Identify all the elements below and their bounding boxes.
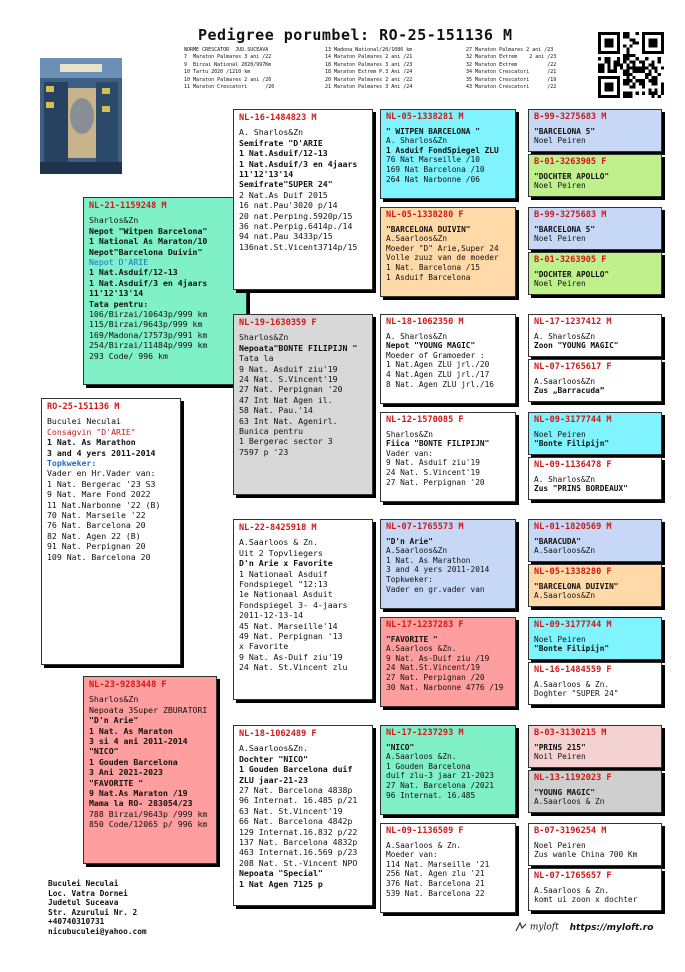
pedigree-line: D'n Arie x Favorite xyxy=(239,558,333,569)
ring-number: NL-13-1192023 F xyxy=(534,773,612,783)
pedigree-line: 169 Nat Barcelona /10 xyxy=(386,164,485,174)
ring-number: B-01-3263905 F xyxy=(534,255,607,265)
pedigree-line: "D'n Arie" xyxy=(386,536,433,546)
pedigree-line: Semifrate "D'ARIE xyxy=(239,137,323,148)
myloft-logo-icon xyxy=(515,921,527,933)
pedigree-line: Volle zuuz van de moeder xyxy=(386,253,499,263)
pedigree-line: Noel Peiren xyxy=(534,279,586,289)
ring-number: NL-21-1159248 M xyxy=(89,201,167,211)
ring-number: NL-19-1630359 F xyxy=(239,318,317,328)
pedigree-line: 1 Nat.Asduif/3 en 4jaars xyxy=(89,277,208,288)
pedigree-card-main xyxy=(41,398,181,665)
ring-number: NL-05-1338280 F xyxy=(386,210,464,220)
pedigree-line: Moeder of Gramoeder : xyxy=(386,350,485,360)
pedigree-line: Vader van: xyxy=(386,448,433,458)
pedigree-line: komt ui zoon x dochter xyxy=(534,895,638,905)
results-line: 18 Maraton Palmares 3 ani /23 xyxy=(325,61,413,68)
pedigree-card-mother xyxy=(83,676,217,864)
pedigree-line: " WITPEN BARCELONA " xyxy=(386,126,480,136)
pedigree-line: Nepot"Barcelona Duivin" xyxy=(89,246,203,257)
pedigree-line: 7597 p '23 xyxy=(239,446,289,457)
pedigree-line: "DOCHTER APOLLO" xyxy=(534,171,610,181)
pedigree-line: 256 Nat. Agen zlu '21 xyxy=(386,869,485,879)
pedigree-line: A.Saarloos&Zn xyxy=(386,546,448,556)
pedigree-line: "FAVORITE " xyxy=(386,634,438,644)
pedigree-line: 9 Nat. As-Duif ziu /19 xyxy=(386,653,490,663)
pedigree-line: Buculei Neculai xyxy=(47,416,121,427)
pedigree-card-mf xyxy=(233,519,373,700)
pedigree-line: 63 Nat. St.Vincent'19 xyxy=(239,805,343,816)
pedigree-card-ff xyxy=(233,109,373,290)
pedigree-line: Mama la RO- 283054/23 xyxy=(89,798,193,809)
pedigree-card-mfm xyxy=(380,617,516,707)
results-line: 32 Maraton Extrem /22 xyxy=(466,61,557,68)
pedigree-line: 24 Nat. St.Vincent zlu xyxy=(239,662,348,673)
pedigree-line: 9 Nat. Mare Fond 2022 xyxy=(47,489,151,500)
pedigree-line: Semifrate"SUPER 24" xyxy=(239,179,333,190)
pedigree-line: Zus "PRINS BORDEAUX" xyxy=(534,484,628,494)
pedigree-line: 3 Ani 2021-2023 xyxy=(89,767,163,778)
pedigree-line: 4 Nat.Agen ZLU jrl./17 xyxy=(386,369,490,379)
pedigree-line: Noel Peiren xyxy=(534,181,586,191)
pedigree-line: 3 and 4 yers 2011-2014 xyxy=(47,447,156,458)
pedigree-card-g1 xyxy=(528,109,662,152)
pedigree-line: 169/Madona/17573p/991 km xyxy=(89,329,208,340)
pedigree-card-ffm xyxy=(380,207,516,297)
pedigree-line: Noel Peiren xyxy=(534,634,586,644)
pedigree-line: Noel Peiren xyxy=(534,429,586,439)
pedigree-line: 106/Birzai/10643p/999 km xyxy=(89,309,208,320)
pedigree-card-g13 xyxy=(528,725,662,768)
pedigree-line: A.Saarloos &Zn. xyxy=(386,752,457,762)
pedigree-line: Noel Peiren xyxy=(534,234,586,244)
pedigree-line: 8 Nat. Agen ZLU jrl./16 xyxy=(386,379,494,389)
results-column-1 xyxy=(184,47,274,91)
results-line: 14 Maraton Palmares 2 ani /21 xyxy=(325,54,413,61)
pedigree-line: Sharlos&Zn xyxy=(386,429,433,439)
pedigree-line: A. Sharlos&Zn xyxy=(239,127,304,138)
pedigree-line: 66 Nat. Barcelona 4842p xyxy=(239,816,353,827)
pedigree-line: duif zlu-3 jaar 21-2023 xyxy=(386,771,494,781)
ring-number: NL-17-1237293 M xyxy=(386,728,464,738)
pedigree-line: 2011-12-13-14 xyxy=(239,610,304,621)
pedigree-line: "BARCELONA 5" xyxy=(534,224,596,234)
pedigree-line: 539 Nat. Barcelona 22 xyxy=(386,888,485,898)
pedigree-line: ZLU jaar-21-23 xyxy=(239,774,309,785)
pedigree-line: Tata pentru: xyxy=(89,298,149,309)
pedigree-line: 24 Nat.St.Vincent/19 xyxy=(386,663,480,673)
ring-number: NL-09-1136478 F xyxy=(534,460,612,470)
pedigree-line: 20 nat.Perping.5920p/15 xyxy=(239,210,353,221)
pedigree-line: A.Saarloos & Zn. xyxy=(534,679,610,689)
owner-line: nicubuculei@yahoo.com xyxy=(48,926,147,936)
ring-number: NL-17-1237412 M xyxy=(534,317,612,327)
results-column-3 xyxy=(466,47,556,91)
pedigree-line: 137 Nat. Barcelona 4832p xyxy=(239,837,358,848)
pedigree-line: 1 National As Maraton/10 xyxy=(89,236,208,247)
pedigree-line: Sharlos&Zn xyxy=(239,332,289,343)
results-line: 11 Maraton Crescatori /20 xyxy=(184,84,275,91)
pedigree-line: 16 nat.Pau'3020 p/14 xyxy=(239,200,338,211)
pedigree-line: 91 Nat. Perpignan 20 xyxy=(47,541,146,552)
pedigree-line: Bunica pentru xyxy=(239,426,304,437)
pedigree-line: Tata la xyxy=(239,353,274,364)
ring-number: NL-18-1062350 M xyxy=(386,317,464,327)
pedigree-line: 11'12'13'14 xyxy=(89,288,144,299)
ring-number: NL-07-1765617 F xyxy=(534,362,612,372)
pedigree-line: "Bonte Filipijn" xyxy=(534,644,610,654)
pedigree-line: 1 Nat.Agen ZLU jrl./20 xyxy=(386,360,490,370)
results-line: 10 Maraton Palmares 2 ani /20 xyxy=(184,76,272,83)
ring-number: NL-05-1338281 M xyxy=(386,112,464,122)
ring-number: NL-23-9283448 F xyxy=(89,680,167,690)
pedigree-line: Vader en Hr.Vader van: xyxy=(47,468,156,479)
pedigree-line: 1 Gouden Barcelona xyxy=(386,761,471,771)
pedigree-line: Fondspiegel 3- 4-jaars xyxy=(239,599,348,610)
results-line: 32 Maraton Extrem 2 ani /23 xyxy=(466,54,557,61)
pedigree-line: 49 Nat. Perpignan '13 xyxy=(239,631,343,642)
pedigree-line: A.Saarloos & Zn. xyxy=(386,840,462,850)
ring-number: NL-01-1820569 M xyxy=(534,522,612,532)
pedigree-line: 76 Nat. Barcelona 20 xyxy=(47,520,146,531)
ring-number: NL-16-1484823 M xyxy=(239,113,317,123)
results-line: 27 Maraton Palmares 2 ani /23 xyxy=(466,47,554,53)
pedigree-line: Moeder van: xyxy=(386,850,438,860)
ring-number: NL-07-1765657 F xyxy=(534,871,612,881)
pedigree-line: Nepot "YOUNG MAGIC" xyxy=(386,341,476,351)
pedigree-line: A.Saarloos&Zn xyxy=(534,376,596,386)
pedigree-line: 1 Nat.Asduif/12-13 xyxy=(239,148,328,159)
pedigree-line: 9 Nat. Asduif ziu'19 xyxy=(239,363,338,374)
pedigree-line: 208 Nat. St.-Vincent NPO xyxy=(239,857,358,868)
pigeon-photo xyxy=(40,58,122,174)
pedigree-line: Uit 2 Topvliegers xyxy=(239,547,323,558)
pedigree-line: 1 Gouden Barcelona duif xyxy=(239,764,353,775)
owner-line: Loc. Vatra Dornei xyxy=(48,888,128,898)
pedigree-card-g9 xyxy=(528,519,662,562)
pedigree-line: A.Saarloos & Zn. xyxy=(239,537,318,548)
pedigree-line: 1 Nat. As Marathon xyxy=(47,437,136,448)
pedigree-line: 788 Birzai/9643p /999 km xyxy=(89,808,208,819)
pedigree-line: "BARCELONA DUIVIN" xyxy=(534,581,619,591)
pedigree-line: Moeder "D" Arie,Super 24 xyxy=(386,243,499,253)
pedigree-line: 293 Code/ 996 km xyxy=(89,350,168,361)
pedigree-line: 1 Nat. As Marathon xyxy=(386,555,471,565)
results-line: 20 Maraton Palmares 2 ani /22 xyxy=(325,76,413,83)
pedigree-line: A. Sharlos&Zn xyxy=(386,136,448,146)
pedigree-line: 254/Birzai/11484p/999 km xyxy=(89,340,208,351)
results-line: 18 Maraton Extrem P.3 Ani /24 xyxy=(325,69,413,76)
pedigree-card-g16 xyxy=(528,868,662,911)
results-line: 7 Maraton Palmares 3 ani /22 xyxy=(184,54,272,61)
pedigree-line: 1 Nat. Barcelona /15 xyxy=(386,262,480,272)
ring-number: NL-09-3177744 M xyxy=(534,620,612,630)
pedigree-line: "Bonte Filipijn" xyxy=(534,439,610,449)
pedigree-line: Nepoata 3Super ZBURATORI xyxy=(89,704,208,715)
owner-line: Str. Azurului Nr. 2 xyxy=(48,907,138,917)
pedigree-card-g11 xyxy=(528,617,662,660)
pedigree-line: 96 Internat. 16.485 xyxy=(386,790,476,800)
pedigree-card-g8 xyxy=(528,457,662,500)
pedigree-line: Sharlos&Zn xyxy=(89,215,139,226)
pedigree-line: 27 Nat. Perpignan '20 xyxy=(386,477,485,487)
pedigree-line: 115/Birzai/9643p/999 km xyxy=(89,319,203,330)
pedigree-line: 1 Nat. As Maraton xyxy=(89,725,173,736)
pedigree-card-g4 xyxy=(528,252,662,295)
pedigree-line: Noel Peiren xyxy=(534,840,586,850)
footer-brand: myloft xyxy=(529,922,559,933)
pedigree-line: 3 si 4 ani 2011-2014 xyxy=(89,736,188,747)
pedigree-line: 1 Gouden Barcelona xyxy=(89,756,178,767)
ring-number: NL-16-1484559 F xyxy=(534,665,612,675)
pedigree-line: "PRINS 215" xyxy=(534,742,586,752)
pedigree-line: x Favorite xyxy=(239,641,289,652)
owner-line: +40740310731 xyxy=(48,917,105,926)
page-title: Pedigree porumbel: RO-25-151136 M xyxy=(198,26,513,44)
pedigree-line: 129 Internat.16.832 p/22 xyxy=(239,826,358,837)
pedigree-card-mmf xyxy=(380,725,516,815)
pedigree-line: A.Saarloos &Zn. xyxy=(386,644,457,654)
results-line: NORME CRESCATOR JUD.SUCEAVA xyxy=(184,47,269,53)
pedigree-line: Dochter "NICO" xyxy=(239,753,309,764)
pedigree-line: Vader en gr.vader van xyxy=(386,584,485,594)
pedigree-line: 1 Nat.Asduif/3 en 4jaars xyxy=(239,158,358,169)
pedigree-line: Topkweker: xyxy=(47,458,97,469)
pedigree-line: 76 Nat Marseille /10 xyxy=(386,155,480,165)
ring-number: NL-09-1136509 F xyxy=(386,826,464,836)
pedigree-line: A.Saarloos & Zn. xyxy=(534,885,610,895)
pedigree-line: A.Saarloos&Zn. xyxy=(239,743,309,754)
pedigree-line: Doghter "SUPER 24" xyxy=(534,689,619,699)
pedigree-line: 27 Nat. Barcelona /2021 xyxy=(386,780,494,790)
pedigree-card-fm xyxy=(233,314,373,495)
pedigree-line: Zus „Barracuda” xyxy=(534,386,605,396)
pedigree-card-g14 xyxy=(528,770,662,813)
results-line: 13 Madona National/20/1086 km xyxy=(325,47,413,53)
pedigree-line: 30 Nat. Narbonne 4776 /19 xyxy=(386,682,504,692)
ring-number: NL-17-1237283 F xyxy=(386,620,464,630)
pedigree-line: Noil Peiren xyxy=(534,752,586,762)
pedigree-card-g3 xyxy=(528,207,662,250)
ring-number: B-99-3275683 M xyxy=(534,112,607,122)
pedigree-line: Zus wanle China 700 Km xyxy=(534,850,638,860)
pedigree-line: A. Sharlos&Zn xyxy=(534,474,596,484)
pedigree-card-mff xyxy=(380,519,516,609)
pedigree-line: 1 Asduif FondSpiegel ZLU xyxy=(386,145,499,155)
pedigree-line: 11 Nat.Narbonne '22 (B) xyxy=(47,499,161,510)
pedigree-line: 114 Nat. Marseille '21 xyxy=(386,859,490,869)
pedigree-line: "DOCHTER APOLLO" xyxy=(534,269,610,279)
pedigree-card-g12 xyxy=(528,662,662,705)
pedigree-line: Fiica "BONTE FILIPIJN" xyxy=(386,439,490,449)
pedigree-line: "BARCELONA 5" xyxy=(534,126,596,136)
pedigree-line: Topkweker: xyxy=(386,574,433,584)
pedigree-line: 109 Nat. Barcelona 20 xyxy=(47,551,151,562)
pedigree-card-g7 xyxy=(528,412,662,455)
pedigree-line: Nepot "Witpen Barcelona" xyxy=(89,225,208,236)
pedigree-line: 9 Nat. As-Duif ziu'19 xyxy=(239,651,343,662)
pedigree-card-g15 xyxy=(528,823,662,866)
pedigree-line: "FAVORITE " xyxy=(89,777,144,788)
pedigree-line: 96 Internat. 16.485 p/21 xyxy=(239,795,358,806)
pedigree-line: 94 nat.Pau 3433p/15 xyxy=(239,231,333,242)
ring-number: NL-05-1338280 F xyxy=(534,567,612,577)
pedigree-line: "BARACUDA" xyxy=(534,536,581,546)
ring-number: B-07-3196254 M xyxy=(534,826,607,836)
pedigree-line: 1 Nat.Asduif/12-13 xyxy=(89,267,178,278)
pedigree-line: Noel Peiren xyxy=(534,136,586,146)
results-line: 9 Birzai National 2020/997Km xyxy=(184,61,272,68)
pedigree-card-fff xyxy=(380,109,516,199)
pedigree-card-g2 xyxy=(528,154,662,197)
results-line: 35 Maraton Crescatori /19 xyxy=(466,76,557,83)
pedigree-line: "YOUNG MAGIC" xyxy=(534,787,596,797)
owner-line: Buculei Neculai xyxy=(48,879,119,888)
pedigree-line: 82 Nat. Agen 22 (B) xyxy=(47,530,141,541)
pedigree-line: A.Saarloos&Zn xyxy=(534,591,596,601)
pedigree-line: 376 Nat. Barcelona 21 xyxy=(386,878,485,888)
pedigree-line: Sharlos&Zn xyxy=(89,694,139,705)
pedigree-line: 70 Nat. Marseile '22 xyxy=(47,510,146,521)
pedigree-card-g10 xyxy=(528,564,662,607)
results-column-2 xyxy=(325,47,412,91)
footer xyxy=(515,921,653,933)
pedigree-line: Nepoata "Special" xyxy=(239,868,323,879)
pedigree-line: "D'n Arie" xyxy=(89,715,139,726)
ring-number: NL-12-1570085 F xyxy=(386,415,464,425)
pedigree-line: 24 Nat. S.Vincent'19 xyxy=(239,374,338,385)
pedigree-line: A.Saarloos & Zn xyxy=(534,797,605,807)
pedigree-line: 3 and 4 yers 2011-2014 xyxy=(386,565,490,575)
ring-number: B-99-3275683 M xyxy=(534,210,607,220)
qr-code-icon xyxy=(598,32,664,98)
pedigree-line: "NICO" xyxy=(89,746,119,757)
pedigree-line: 2 Nat.As Duif 2015 xyxy=(239,189,328,200)
pedigree-line: 1 Asduif Barcelona xyxy=(386,272,471,282)
pedigree-line: 9 Nat.As Maraton /19 xyxy=(89,788,188,799)
pedigree-card-fmf xyxy=(380,314,516,404)
pedigree-line: 63 Int Nat. Agenirl. xyxy=(239,415,338,426)
pedigree-line: 24 Nat. S.Vincent'19 xyxy=(386,467,480,477)
ring-number: NL-09-3177744 M xyxy=(534,415,612,425)
pedigree-line: 36 nat.Perpig.6414p./14 xyxy=(239,221,353,232)
pedigree-card-g6 xyxy=(528,359,662,402)
results-line: 43 Maraton Crescatori /22 xyxy=(466,84,557,91)
pedigree-card-g5 xyxy=(528,314,662,357)
pedigree-card-father xyxy=(83,197,247,385)
pedigree-line: 1 Nat Agen 7125 p xyxy=(239,878,323,889)
pedigree-line: 463 Internat.16.569 p/23 xyxy=(239,847,358,858)
pedigree-line: Fondspiegel "12:13 xyxy=(239,579,328,590)
pedigree-line: 9 Nat. Asduif ziu'19 xyxy=(386,458,480,468)
results-line: 34 Maraton Crescatori /21 xyxy=(466,69,557,76)
ring-number: B-01-3263905 F xyxy=(534,157,607,167)
pedigree-line: A. Sharlos&Zn xyxy=(534,331,596,341)
pedigree-line: 1 Nationaal Asduif xyxy=(239,568,328,579)
results-line: 10 Tartu 2020 /1210 km xyxy=(184,69,251,76)
pedigree-line: Nepot D'ARIE xyxy=(89,257,149,268)
pedigree-line: "BARCELONA DUIVIN" xyxy=(386,224,471,234)
pedigree-line: 1e Nationaal Asduit xyxy=(239,589,333,600)
pedigree-card-fmm xyxy=(380,412,516,502)
ring-number: NL-22-8425918 M xyxy=(239,523,317,533)
pedigree-card-mmm xyxy=(380,823,516,913)
pedigree-line: 1 Bergerac sector 3 xyxy=(239,436,333,447)
ring-number: NL-18-1062489 F xyxy=(239,729,317,739)
ring-number: B-03-3130215 M xyxy=(534,728,607,738)
ring-number: RO-25-151136 M xyxy=(47,402,120,412)
pedigree-line: 136nat.St.Vicent3714p/15 xyxy=(239,241,358,252)
pedigree-line: "NICO" xyxy=(386,742,415,752)
pedigree-line: 264 Nat Narbonne /06 xyxy=(386,174,480,184)
pedigree-line: 1 Nat. Bergerac '23 S3 xyxy=(47,478,156,489)
owner-contact xyxy=(48,879,147,936)
pedigree-card-mm xyxy=(233,725,373,906)
pedigree-line: A.Saarloos&Zn xyxy=(534,546,596,556)
pedigree-line: 27 Nat. Perpignan '20 xyxy=(239,384,343,395)
owner-line: Judetul Suceava xyxy=(48,898,119,907)
pedigree-line: A.Saarloos&Zn xyxy=(386,234,448,244)
pedigree-line: Zoon "YOUNG MAGIC" xyxy=(534,341,619,351)
pedigree-line: 58 Nat. Pau.'14 xyxy=(239,405,313,416)
footer-url[interactable]: https://myloft.ro xyxy=(569,922,654,933)
pedigree-line: 45 Nat. Marseille'14 xyxy=(239,620,338,631)
pedigree-line: A. Sharlos&Zn xyxy=(386,331,448,341)
ring-number: NL-07-1765573 M xyxy=(386,522,464,532)
pedigree-line: Nepoata"BONTE FILIPIJN " xyxy=(239,342,358,353)
pedigree-line: 47 Int Nat Agen il. xyxy=(239,394,333,405)
pedigree-line: 27 Nat. Perpignan /20 xyxy=(386,672,485,682)
pedigree-line: 850 Code/12065 p/ 996 km xyxy=(89,819,208,830)
pedigree-line: 27 Nat. Barcelona 4838p xyxy=(239,785,353,796)
pedigree-line: Consagvin "D'ARIE" xyxy=(47,426,136,437)
pedigree-line: 11'12'13'14 xyxy=(239,169,294,180)
results-line: 21 Maraton Palmares 3 Ani /24 xyxy=(325,84,413,91)
